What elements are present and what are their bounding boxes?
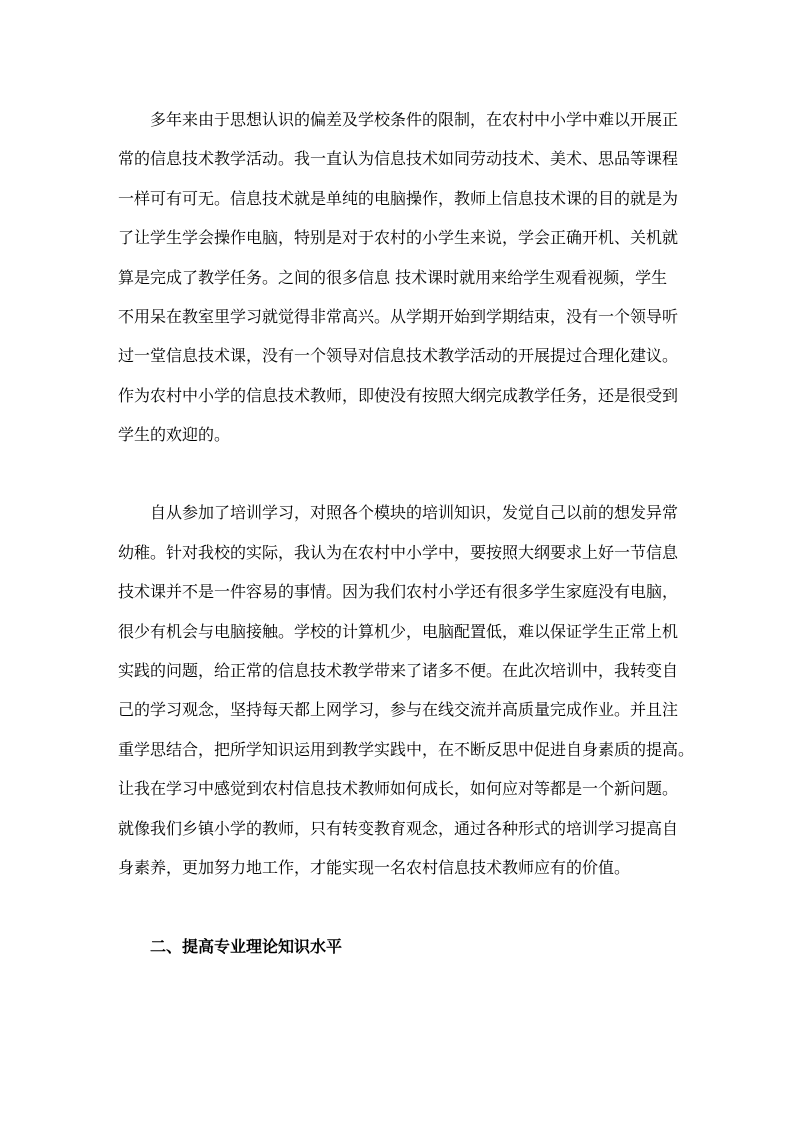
paragraph-1-line-7: 过一堂信息技术课，没有一个领导对信息技术教学活动的开展提过合理化建议。 bbox=[118, 346, 679, 365]
paragraph-2-line-4: 很少有机会与电脑接触。学校的计算机少，电脑配置低，难以保证学生正常上机 bbox=[118, 622, 679, 641]
paragraph-1-line-3: 一样可有可无。信息技术就是单纯的电脑操作，教师上信息技术课的目的就是为 bbox=[118, 189, 679, 208]
paragraph-2-line-8: 让我在学习中感觉到农村信息技术教师如何成长，如何应对等都是一个新问题。 bbox=[118, 779, 679, 798]
paragraph-2-line-6: 己的学习观念，坚持每天都上网学习，参与在线交流并高质量完成作业。并且注 bbox=[118, 700, 679, 719]
paragraph-2-line-9: 就像我们乡镇小学的教师，只有转变教育观念，通过各种形式的培训学习提高自 bbox=[118, 819, 679, 838]
paragraph-1-line-9: 学生的欢迎的。 bbox=[118, 425, 231, 444]
paragraph-1-line-6: 不用呆在教室里学习就觉得非常高兴。从学期开始到学期结束，没有一个领导听 bbox=[118, 307, 679, 326]
paragraph-2-line-5: 实践的问题，给正常的信息技术教学带来了诸多不便。在此次培训中，我转变自 bbox=[118, 661, 679, 680]
paragraph-1-line-1: 多年来由于思想认识的偏差及学校条件的限制，在农村中小学中难以开展正 bbox=[150, 110, 679, 129]
paragraph-1-line-8: 作为农村中小学的信息技术教师，即使没有按照大纲完成教学任务，还是很受到 bbox=[118, 386, 679, 405]
paragraph-1-line-4: 了让学生学会操作电脑，特别是对于农村的小学生来说，学会正确开机、关机就 bbox=[118, 228, 679, 247]
paragraph-2-line-1: 自从参加了培训学习，对照各个模块的培训知识，发觉自己以前的想发异常 bbox=[150, 503, 679, 522]
paragraph-1-line-5: 算是完成了教学任务。之间的很多信息 技术课时就用来给学生观看视频，学生 bbox=[118, 268, 668, 287]
paragraph-2-line-10: 身素养，更加努力地工作，才能实现一名农村信息技术教师应有的价值。 bbox=[118, 858, 631, 877]
paragraph-2-line-7: 重学思结合，把所学知识运用到教学实践中，在不断反思中促进自身素质的提高。 bbox=[118, 740, 695, 759]
paragraph-1-line-2: 常的信息技术教学活动。我一直认为信息技术如同劳动技术、美术、思品等课程 bbox=[118, 149, 679, 168]
paragraph-2-line-2: 幼稚。针对我校的实际，我认为在农村中小学中，要按照大纲要求上好一节信息 bbox=[118, 543, 679, 562]
paragraph-2-line-3: 技术课并不是一件容易的事情。因为我们农村小学还有很多学生家庭没有电脑， bbox=[118, 582, 679, 601]
section-heading: 二、提高专业理论知识水平 bbox=[150, 937, 343, 956]
